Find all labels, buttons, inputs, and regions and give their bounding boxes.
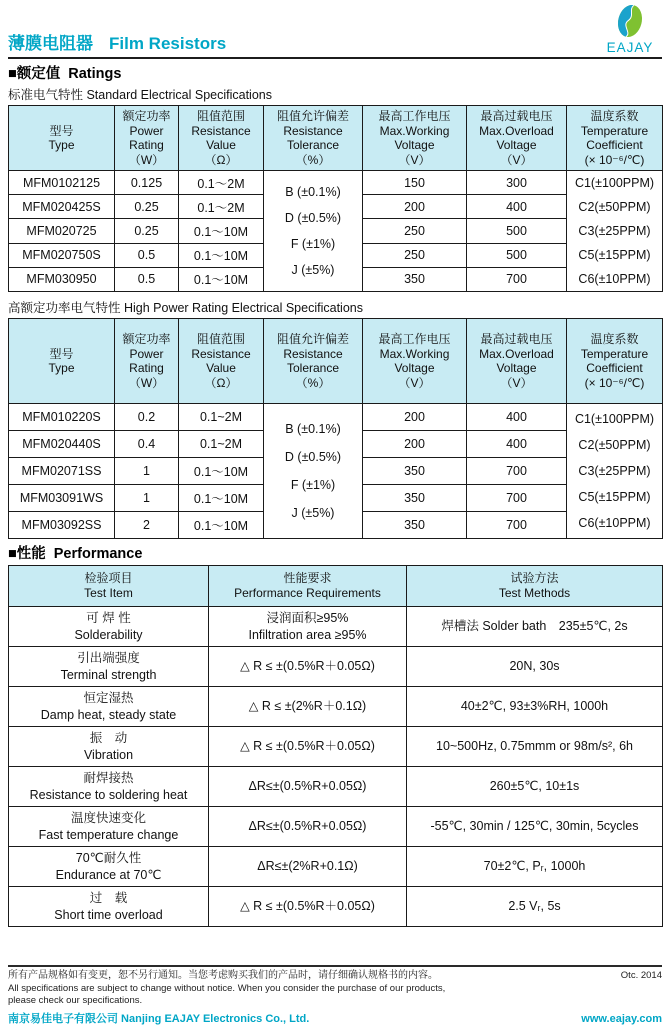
footer-date: Otc. 2014 — [620, 970, 662, 981]
resistance-cell: 0.1~2M — [179, 431, 264, 458]
power-cell: 0.25 — [115, 219, 179, 243]
working-voltage-cell: 200 — [363, 431, 467, 458]
col-temp-coefficient: 温度系数 Temperature Coefficient (× 10⁻⁶/℃) — [567, 319, 663, 404]
col-overload-voltage: 最高过载电压 Max.Overload Voltage （V） — [467, 106, 567, 171]
power-cell: 0.5 — [115, 267, 179, 291]
table-row — [9, 807, 663, 847]
table-row — [9, 647, 663, 687]
type-cell: MFM020440S — [9, 431, 115, 458]
header-row — [9, 106, 663, 171]
overload-voltage-cell: 700 — [467, 512, 567, 539]
working-voltage-cell: 200 — [363, 404, 467, 431]
requirement-cell: ΔR≤±(2%R+0.1Ω) — [209, 847, 407, 887]
test-item-cell: 温度快速变化 Fast temperature change — [9, 807, 209, 847]
ratings-section-heading: ■额定值 Ratings — [8, 66, 122, 82]
overload-voltage-cell: 400 — [467, 431, 567, 458]
col-resistance: 阻值范围 Resistance Value （Ω） — [179, 106, 264, 171]
col-overload-voltage: 最高过载电压 Max.Overload Voltage （V） — [467, 319, 567, 404]
overload-voltage-cell: 400 — [467, 195, 567, 219]
col-type: 型号 Type — [9, 319, 115, 404]
working-voltage-cell: 350 — [363, 267, 467, 291]
table-row — [9, 767, 663, 807]
temp-coefficient-cell: C1(±100PPM) C2(±50PPM) C3(±25PPM) C5(±15PPM) C6(±10PPM) — [567, 171, 663, 292]
working-voltage-cell: 250 — [363, 243, 467, 267]
power-cell: 0.5 — [115, 243, 179, 267]
working-voltage-cell: 350 — [363, 512, 467, 539]
overload-voltage-cell: 700 — [467, 458, 567, 485]
table-row — [9, 847, 663, 887]
col-test-methods: 试验方法 Test Methods — [407, 566, 663, 607]
requirement-cell: 浸润面积≥95% Infiltration area ≥95% — [209, 607, 407, 647]
resistance-cell: 0.1～10M — [179, 485, 264, 512]
resistance-cell: 0.1～10M — [179, 512, 264, 539]
method-cell: 2.5 Vᵣ, 5s — [407, 887, 663, 927]
footer-notice-en-line1: All specifications are subject to change without notice. When you consider the purchase of our products, — [8, 982, 446, 994]
method-cell: 40±2℃, 93±3%RH, 1000h — [407, 687, 663, 727]
test-item-cell: 可 焊 性 Solderability — [9, 607, 209, 647]
requirement-cell: △ R ≤ ±(0.5%R＋0.05Ω) — [209, 727, 407, 767]
col-test-item: 检验项目 Test Item — [9, 566, 209, 607]
standard-spec-subtitle: 标准电气特性 Standard Electrical Specifications — [8, 88, 272, 102]
method-cell: 10~500Hz, 0.75mmm or 98m/s², 6h — [407, 727, 663, 767]
power-cell: 2 — [115, 512, 179, 539]
method-cell: 70±2℃, Pᵣ, 1000h — [407, 847, 663, 887]
power-cell: 0.4 — [115, 431, 179, 458]
col-power: 额定功率 Power Rating （W） — [115, 106, 179, 171]
test-item-cell: 引出端强度 Terminal strength — [9, 647, 209, 687]
table-row — [9, 687, 663, 727]
overload-voltage-cell: 700 — [467, 485, 567, 512]
eajay-logo-icon — [602, 1, 658, 41]
resistance-cell: 0.1～10M — [179, 243, 264, 267]
requirement-cell: △ R ≤ ±(2%R＋0.1Ω) — [209, 687, 407, 727]
col-temp-coefficient: 温度系数 Temperature Coefficient (× 10⁻⁶/℃) — [567, 106, 663, 171]
overload-voltage-cell: 500 — [467, 219, 567, 243]
requirement-cell: ΔR≤±(0.5%R+0.05Ω) — [209, 807, 407, 847]
tolerance-cell: B (±0.1%) D (±0.5%) F (±1%) J (±5%) — [264, 404, 363, 539]
type-cell: MFM02071SS — [9, 458, 115, 485]
resistance-cell: 0.1～10M — [179, 458, 264, 485]
requirement-cell: △ R ≤ ±(0.5%R＋0.05Ω) — [209, 647, 407, 687]
method-cell: 20N, 30s — [407, 647, 663, 687]
test-item-cell: 振 动 Vibration — [9, 727, 209, 767]
type-cell: MFM03092SS — [9, 512, 115, 539]
type-cell: MFM030950 — [9, 267, 115, 291]
type-cell: MFM010220S — [9, 404, 115, 431]
type-cell: MFM020725 — [9, 219, 115, 243]
page-title-zh: 薄膜电阻器 — [8, 34, 93, 53]
working-voltage-cell: 150 — [363, 171, 467, 195]
power-cell: 0.2 — [115, 404, 179, 431]
type-cell: MFM020750S — [9, 243, 115, 267]
working-voltage-cell: 200 — [363, 195, 467, 219]
footer-company-name: 南京易佳电子有限公司 Nanjing EAJAY Electronics Co., Ltd. — [8, 1012, 310, 1025]
power-cell: 1 — [115, 458, 179, 485]
overload-voltage-cell: 300 — [467, 171, 567, 195]
header-row — [9, 319, 663, 404]
working-voltage-cell: 350 — [363, 485, 467, 512]
power-cell: 0.25 — [115, 195, 179, 219]
standard-spec-table — [8, 105, 663, 292]
resistance-cell: 0.1～2M — [179, 171, 264, 195]
col-power: 额定功率 Power Rating （W） — [115, 319, 179, 404]
page-header — [8, 0, 662, 59]
table-row — [9, 171, 663, 195]
method-cell: -55℃, 30min / 125℃, 30min, 5cycles — [407, 807, 663, 847]
col-resistance: 阻值范围 Resistance Value （Ω） — [179, 319, 264, 404]
overload-voltage-cell: 500 — [467, 243, 567, 267]
table-row — [9, 607, 663, 647]
table-row — [9, 404, 663, 431]
power-cell: 1 — [115, 485, 179, 512]
method-cell: 焊槽法 Solder bath 235±5℃, 2s — [407, 607, 663, 647]
performance-section-heading: ■性能 Performance — [8, 546, 143, 562]
performance-table — [8, 565, 663, 927]
resistance-cell: 0.1~2M — [179, 404, 264, 431]
requirement-cell: ΔR≤±(0.5%R+0.05Ω) — [209, 767, 407, 807]
table-row — [9, 727, 663, 767]
col-performance-requirements: 性能要求 Performance Requirements — [209, 566, 407, 607]
type-cell: MFM0102125 — [9, 171, 115, 195]
type-cell: MFM020425S — [9, 195, 115, 219]
col-working-voltage: 最高工作电压 Max.Working Voltage （V） — [363, 319, 467, 404]
page-footer — [8, 965, 662, 1026]
test-item-cell: 70℃耐久性 Endurance at 70℃ — [9, 847, 209, 887]
test-item-cell: 耐焊接热 Resistance to soldering heat — [9, 767, 209, 807]
col-working-voltage: 最高工作电压 Max.Working Voltage （V） — [363, 106, 467, 171]
high-power-spec-table — [8, 318, 663, 539]
working-voltage-cell: 250 — [363, 219, 467, 243]
resistance-cell: 0.1～10M — [179, 219, 264, 243]
overload-voltage-cell: 400 — [467, 404, 567, 431]
page-title — [8, 29, 226, 54]
test-item-cell: 过 载 Short time overload — [9, 887, 209, 927]
power-cell: 0.125 — [115, 171, 179, 195]
logo-wordmark: EAJAY — [606, 40, 654, 55]
company-logo — [602, 1, 658, 54]
overload-voltage-cell: 700 — [467, 267, 567, 291]
col-type: 型号 Type — [9, 106, 115, 171]
footer-website-link[interactable]: www.eajay.com — [581, 1012, 662, 1025]
footer-notice-zh: 所有产品规格如有变更，恕不另行通知。当您考虑购买我们的产品时，请仔细确认规格书的内容。 — [8, 970, 438, 981]
page-title-en: Film Resistors — [109, 34, 227, 53]
tolerance-cell: B (±0.1%) D (±0.5%) F (±1%) J (±5%) — [264, 171, 363, 292]
col-tolerance: 阻值允许偏差 Resistance Tolerance （%） — [264, 106, 363, 171]
footer-notice-en-line2: please check our specifications. — [8, 995, 143, 1006]
col-tolerance: 阻值允许偏差 Resistance Tolerance （%） — [264, 319, 363, 404]
header-row — [9, 566, 663, 607]
temp-coefficient-cell: C1(±100PPM) C2(±50PPM) C3(±25PPM) C5(±15PPM) C6(±10PPM) — [567, 404, 663, 539]
working-voltage-cell: 350 — [363, 458, 467, 485]
requirement-cell: △ R ≤ ±(0.5%R＋0.05Ω) — [209, 887, 407, 927]
type-cell: MFM03091WS — [9, 485, 115, 512]
resistance-cell: 0.1～2M — [179, 195, 264, 219]
method-cell: 260±5℃, 10±1s — [407, 767, 663, 807]
test-item-cell: 恒定湿热 Damp heat, steady state — [9, 687, 209, 727]
high-power-subtitle: 高额定功率电气特性 High Power Rating Electrical Specifications — [8, 301, 363, 315]
table-row — [9, 887, 663, 927]
resistance-cell: 0.1～10M — [179, 267, 264, 291]
